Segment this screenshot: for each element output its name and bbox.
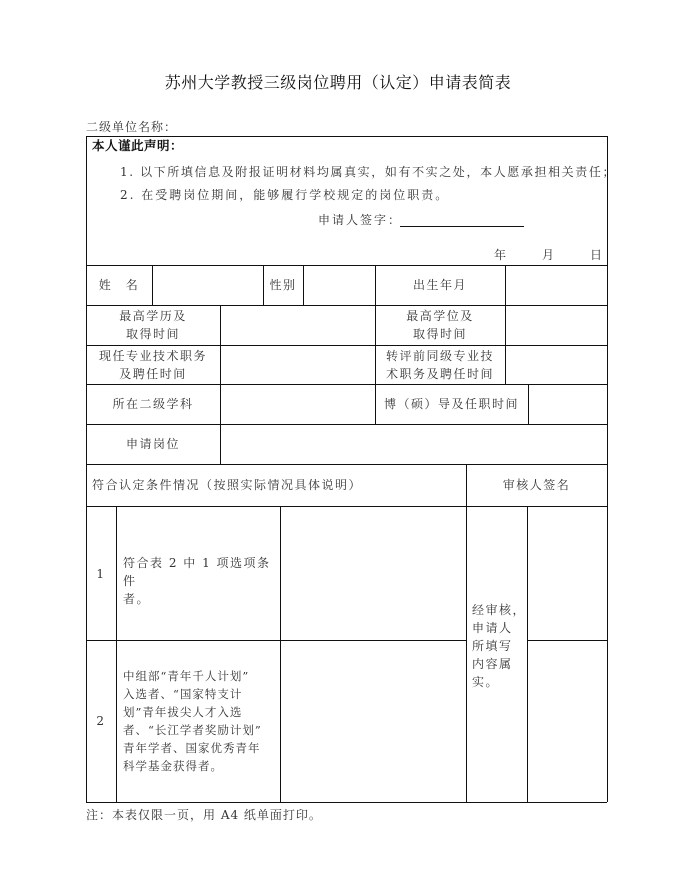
gender-input[interactable] bbox=[304, 266, 375, 305]
table-border-left bbox=[86, 136, 87, 802]
supervisor-input[interactable] bbox=[529, 385, 607, 424]
condition-text-line: 者、“长江学者奖励计划” bbox=[123, 723, 262, 737]
education-label-line2: 取得时间 bbox=[125, 327, 180, 341]
current-title-input[interactable] bbox=[221, 346, 375, 384]
gender-label: 性别 bbox=[269, 278, 297, 292]
degree-input[interactable] bbox=[506, 306, 607, 345]
signature-line[interactable] bbox=[400, 226, 524, 227]
condition-text-line: 中组部“青年千人计划” bbox=[123, 669, 250, 683]
condition-explanation-input[interactable] bbox=[281, 507, 466, 640]
condition-text-line: 符合表 2 中 1 项选项条件 bbox=[123, 556, 271, 588]
review-verdict-line: 实。 bbox=[472, 675, 500, 689]
name-input[interactable] bbox=[153, 266, 263, 305]
condition-text-line: 科学基金获得者。 bbox=[123, 759, 223, 773]
education-input[interactable] bbox=[221, 306, 375, 345]
current-title-label bbox=[86, 347, 220, 383]
condition-text bbox=[123, 667, 280, 775]
col-divider bbox=[466, 464, 467, 802]
previous-title-input[interactable] bbox=[506, 346, 607, 384]
birth-input[interactable] bbox=[506, 266, 607, 305]
name-label: 姓 名 bbox=[98, 278, 140, 292]
condition-number: 2 bbox=[96, 714, 106, 728]
declaration-item-2: 2. 在受聘岗位期间，能够履行学校规定的岗位职责。 bbox=[120, 188, 450, 202]
reviewer-signature-input[interactable] bbox=[528, 641, 607, 802]
row-divider bbox=[86, 464, 607, 465]
review-verdict-line: 经审核， bbox=[472, 603, 527, 617]
current-title-label-line1: 现任专业技术职务 bbox=[98, 349, 207, 363]
condition-text-line: 青年学者、国家优秀青年 bbox=[123, 741, 261, 755]
condition-number: 1 bbox=[96, 567, 106, 581]
declaration-item-1: 1. 以下所填信息及附报证明材料均属真实，如有不实之处，本人愿承担相关责任； bbox=[120, 165, 617, 179]
reviewer-signature-input[interactable] bbox=[528, 507, 607, 640]
footnote: 注：本表仅限一页，用 A4 纸单面打印。 bbox=[86, 808, 322, 822]
discipline-input[interactable] bbox=[221, 385, 375, 424]
review-verdict-line: 内容属 bbox=[472, 657, 513, 671]
supervisor-label: 博（硕）导及任职时间 bbox=[383, 397, 519, 411]
degree-label-line1: 最高学位及 bbox=[406, 309, 474, 323]
col-divider bbox=[116, 506, 117, 802]
condition-text-line: 入选者、“国家特支计 bbox=[123, 687, 243, 701]
education-label-line1: 最高学历及 bbox=[119, 309, 187, 323]
signature-label: 申请人签字： bbox=[318, 213, 403, 227]
degree-label bbox=[375, 307, 505, 343]
unit-name-label: 二级单位名称： bbox=[86, 120, 178, 134]
review-verdict bbox=[472, 601, 526, 691]
current-title-label-line2: 及聘任时间 bbox=[119, 367, 187, 381]
date-day-label: 日 bbox=[590, 248, 604, 262]
discipline-label: 所在二级学科 bbox=[112, 397, 194, 411]
previous-title-label-line2: 术职务及聘任时间 bbox=[385, 367, 494, 381]
condition-explanation-input[interactable] bbox=[281, 641, 466, 802]
review-verdict-line: 所填写 bbox=[472, 639, 513, 653]
table-border-right bbox=[607, 136, 608, 802]
previous-title-label bbox=[375, 347, 505, 383]
date-month-label: 月 bbox=[542, 248, 556, 262]
review-verdict-line: 申请人 bbox=[472, 621, 513, 635]
date-year-label: 年 bbox=[494, 248, 508, 262]
degree-label-line2: 取得时间 bbox=[412, 327, 467, 341]
condition-text bbox=[123, 554, 278, 608]
position-input[interactable] bbox=[221, 425, 607, 464]
condition-text-line: 划”青年拔尖人才入选 bbox=[123, 705, 243, 719]
education-label bbox=[86, 307, 220, 343]
position-label: 申请岗位 bbox=[125, 437, 180, 451]
declaration-heading: 本人谨此声明： bbox=[92, 138, 184, 153]
table-border-bottom bbox=[86, 802, 607, 803]
conditions-header: 符合认定条件情况（按照实际情况具体说明） bbox=[92, 478, 363, 492]
condition-text-line: 者。 bbox=[123, 592, 151, 606]
reviewer-header: 审核人签名 bbox=[502, 478, 571, 492]
birth-label: 出生年月 bbox=[412, 278, 467, 292]
previous-title-label-line1: 转评前同级专业技 bbox=[385, 349, 494, 363]
page-title: 苏州大学教授三级岗位聘用（认定）申请表简表 bbox=[164, 73, 512, 92]
